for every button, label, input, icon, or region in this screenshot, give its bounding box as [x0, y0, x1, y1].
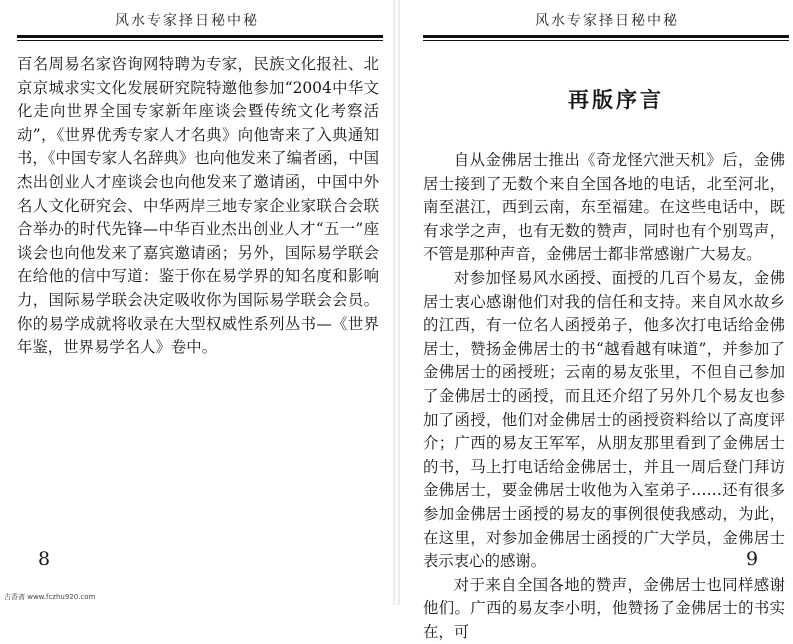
left-header-rule-thick [17, 35, 383, 38]
left-body-text: 百名周易名家咨询网特聘为专家，民族文化报社、北京京城求实文化发展研究院特邀他参加“2004中华文化走向世界全国专家新年座谈会暨传统文化考察活动”，《世界优秀专家人才名典》向他寄来了入典通知书，《中国专家人名辞典》也向他发来了编者函，中国杰出创业人才座谈会也向他发来了邀请函，中国中外名人文化研究会、中华两岸三地专家企业家联合会联合举办的时代先锋—中华百业杰出创业人才“五一”座谈会也向他发来了嘉宾邀请函；另外，国际易学联会在给他的信中写道：鉴于你在易学界的知名度和影响力，国际易学联会决定吸收你为国际易学联会会员。你的易学成就将收录在大型权威性系列丛书—《世界年鉴，世界易学名人》卷中。 [17, 55, 379, 357]
right-page-number: 9 [746, 548, 759, 570]
book-gutter [393, 0, 400, 605]
paragraph-1: 自从金佛居士推出《奇龙怪穴泄天机》后，金佛居士接到了无数个来自全国各地的电话，北至河北，南至湛江，西到云南，东至福建。在这些电话中，既有求学之声，也有无数的赞声，同时也有个别骂声，不管是那种声音，金佛居士都非常感谢广大易友。 [423, 151, 785, 264]
right-header-rule-thin [423, 40, 789, 41]
paragraph-2: 对参加怪易风水函授、面授的几百个易友，金佛居士衷心感谢他们对我的信任和支持。来自风水故乡的江西，有一位名人函授弟子，他多次打电话给金佛居士，赞扬金佛居士的书“越看越有味道”，并参加了金佛居士的函授班；云南的易友张里，不但自己参加了金佛居士的函授，而且还介绍了另外几个易友也参加了函授，他们对金佛居士的函授资料给以了高度评介；广西的易友王军军，从朋友那里看到了金佛居士的书，马上打电话给金佛居士，并且一周后登门拜访金佛居士，要金佛居士收他为入室弟子……还有很多参加金佛居士函授的易友的事例很使我感动，为此，在这里，对参加金佛居士函授的广大学员，金佛居士表示衷心的感谢。 [423, 268, 785, 571]
left-running-header: 风水专家择日秘中秘 [115, 13, 259, 29]
chapter-title: 再版序言 [568, 88, 664, 112]
right-header-rule-thick [423, 35, 789, 38]
left-page [0, 0, 393, 605]
right-body-text [423, 149, 785, 644]
site-watermark: 古香斋 www.fczhu920.com [4, 593, 96, 601]
right-running-header: 风水专家择日秘中秘 [535, 13, 679, 29]
left-page-number: 8 [38, 548, 51, 570]
right-page [400, 0, 793, 641]
left-header-rule-thin [17, 40, 383, 41]
paragraph-3: 对于来自全国各地的赞声，金佛居士也同样感谢他们。广西的易友李小明，他赞扬了金佛居士的书实在，可 [423, 575, 785, 641]
